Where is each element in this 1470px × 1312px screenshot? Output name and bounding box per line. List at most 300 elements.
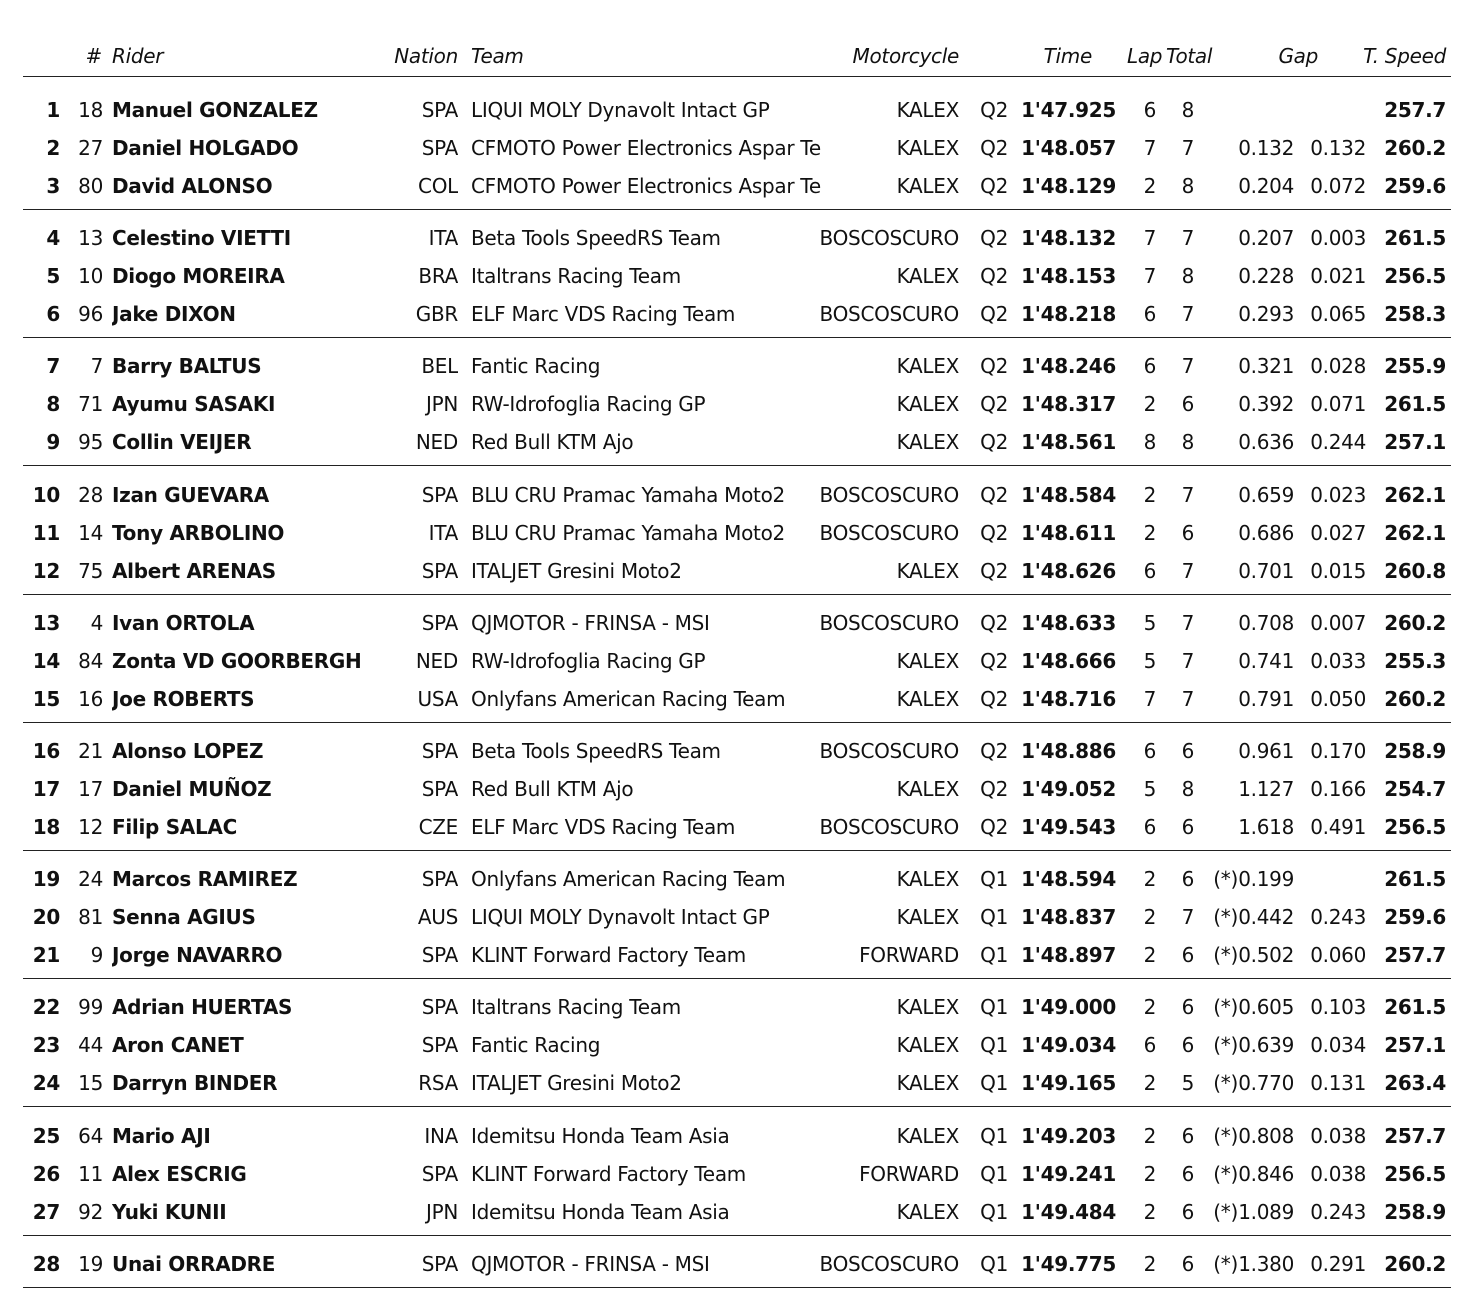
q1-marker: (*) — [1213, 867, 1238, 892]
best-lap: 7 — [1143, 136, 1156, 160]
nation: SPA — [421, 558, 458, 583]
gap-previous: 0.170 — [1310, 739, 1366, 763]
group-divider — [23, 209, 1451, 210]
lap-time: 1'48.633 — [1021, 610, 1116, 635]
position: 5 — [46, 264, 60, 289]
team: Italtrans Racing Team — [471, 264, 681, 289]
rider-number: 17 — [78, 777, 103, 801]
nation: INA — [424, 1123, 458, 1148]
best-lap: 5 — [1143, 648, 1156, 673]
top-speed: 256.5 — [1384, 1161, 1446, 1186]
position: 23 — [32, 1033, 60, 1058]
best-lap: 7 — [1143, 686, 1156, 711]
nation: ITA — [428, 226, 458, 251]
team: RW-Idrofoglia Racing GP — [471, 648, 706, 673]
best-lap: 6 — [1143, 98, 1156, 122]
session: Q2 — [980, 610, 1008, 635]
lap-time: 1'48.153 — [1021, 264, 1116, 289]
lap-time: 1'49.543 — [1021, 815, 1116, 839]
gap-previous: 0.243 — [1310, 1199, 1366, 1224]
nation: SPA — [421, 943, 458, 968]
gap-previous: 0.028 — [1310, 354, 1366, 379]
rider-name: Barry BALTUS — [112, 354, 262, 379]
position: 13 — [32, 610, 60, 635]
session: Q2 — [980, 136, 1008, 160]
lap-time: 1'49.034 — [1021, 1033, 1116, 1058]
q1-marker: (*) — [1213, 1123, 1238, 1148]
position: 20 — [32, 905, 60, 930]
position: 8 — [46, 392, 60, 417]
rider-number: 27 — [78, 136, 103, 160]
position: 28 — [32, 1251, 60, 1276]
lap-time: 1'49.000 — [1021, 995, 1116, 1020]
position: 16 — [32, 739, 60, 763]
best-lap: 6 — [1143, 815, 1156, 839]
gap-first: 0.770 — [1238, 1071, 1294, 1096]
motorcycle: BOSCOSCURO — [819, 610, 959, 635]
rider-name: Alonso LOPEZ — [112, 739, 264, 763]
gap-previous: 0.243 — [1310, 905, 1366, 930]
motorcycle: KALEX — [896, 98, 959, 122]
rider-name: Albert ARENAS — [112, 558, 276, 583]
session: Q2 — [980, 520, 1008, 545]
total-laps: 5 — [1181, 1071, 1194, 1096]
gap-previous: 0.166 — [1310, 777, 1366, 801]
total-laps: 6 — [1181, 815, 1194, 839]
nation: NED — [415, 648, 458, 673]
top-speed: 262.1 — [1384, 482, 1446, 507]
session: Q1 — [980, 1161, 1008, 1186]
gap-first: 0.708 — [1238, 610, 1294, 635]
best-lap: 7 — [1143, 226, 1156, 251]
motorcycle: KALEX — [896, 867, 959, 892]
total-laps: 6 — [1181, 943, 1194, 968]
lap-time: 1'48.611 — [1021, 520, 1116, 545]
team: Beta Tools SpeedRS Team — [471, 739, 721, 763]
gap-first: 0.791 — [1238, 686, 1294, 711]
session: Q2 — [980, 648, 1008, 673]
session: Q2 — [980, 558, 1008, 583]
rider-number: 75 — [78, 558, 103, 583]
team: Italtrans Racing Team — [471, 995, 681, 1020]
nation: SPA — [421, 867, 458, 892]
lap-time: 1'48.886 — [1021, 739, 1116, 763]
motorcycle: KALEX — [896, 905, 959, 930]
team: BLU CRU Pramac Yamaha Moto2 — [471, 520, 785, 545]
rider-number: 96 — [78, 302, 103, 327]
rider-number: 84 — [78, 648, 103, 673]
motorcycle: KALEX — [896, 648, 959, 673]
rider-name: Jake DIXON — [112, 302, 236, 327]
team: Idemitsu Honda Team Asia — [471, 1199, 730, 1224]
q1-marker: (*) — [1213, 1251, 1238, 1276]
total-laps: 7 — [1181, 302, 1194, 327]
motorcycle: BOSCOSCURO — [819, 482, 959, 507]
motorcycle: KALEX — [896, 136, 959, 160]
lap-time: 1'48.666 — [1021, 648, 1116, 673]
gap-first: 0.207 — [1238, 226, 1294, 251]
q1-marker — [1205, 133, 1238, 163]
q1-marker: (*) — [1213, 1199, 1238, 1224]
team: ELF Marc VDS Racing Team — [471, 302, 736, 327]
rider-number: 44 — [78, 1033, 103, 1058]
team: Red Bull KTM Ajo — [471, 430, 634, 455]
q1-marker — [1205, 223, 1238, 253]
q1-marker — [1205, 351, 1238, 381]
rider-name: Izan GUEVARA — [112, 482, 269, 507]
rider-name: Zonta VD GOORBERGH — [112, 648, 362, 673]
nation: SPA — [421, 98, 458, 122]
nation: AUS — [417, 905, 458, 930]
gap-previous: 0.027 — [1310, 520, 1366, 545]
top-speed: 260.8 — [1384, 558, 1446, 583]
gap-first: 0.701 — [1238, 558, 1294, 583]
position: 1 — [46, 98, 60, 122]
session: Q1 — [980, 995, 1008, 1020]
group-divider — [23, 1235, 1451, 1236]
gap-first: 0.961 — [1238, 739, 1294, 763]
group-divider — [23, 1106, 1451, 1107]
q1-marker — [1205, 389, 1238, 419]
rider-number: 13 — [78, 226, 103, 251]
lap-time: 1'49.052 — [1021, 777, 1116, 801]
team: Beta Tools SpeedRS Team — [471, 226, 721, 251]
rider-name: Yuki KUNII — [112, 1199, 227, 1224]
position: 9 — [46, 430, 60, 455]
header-team: Team — [471, 44, 524, 68]
top-speed: 261.5 — [1384, 995, 1446, 1020]
top-speed: 260.2 — [1384, 610, 1446, 635]
rider-name: Marcos RAMIREZ — [112, 867, 298, 892]
motorcycle: BOSCOSCURO — [819, 226, 959, 251]
session: Q2 — [980, 392, 1008, 417]
rider-name: Darryn BINDER — [112, 1071, 278, 1096]
rider-number: 99 — [78, 995, 103, 1020]
best-lap: 6 — [1143, 1033, 1156, 1058]
session: Q1 — [980, 1251, 1008, 1276]
team: Onlyfans American Racing Team — [471, 686, 786, 711]
session: Q1 — [980, 943, 1008, 968]
session: Q2 — [980, 226, 1008, 251]
best-lap: 2 — [1143, 943, 1156, 968]
gap-previous: 0.023 — [1310, 482, 1366, 507]
rider-number: 14 — [78, 520, 103, 545]
header-nation: Nation — [394, 44, 458, 68]
position: 26 — [32, 1161, 60, 1186]
team: ITALJET Gresini Moto2 — [471, 1071, 682, 1096]
lap-time: 1'49.165 — [1021, 1071, 1116, 1096]
lap-time: 1'49.241 — [1021, 1161, 1116, 1186]
gap-previous: 0.060 — [1310, 943, 1366, 968]
nation: SPA — [421, 1251, 458, 1276]
group-divider — [23, 722, 1451, 723]
q1-marker: (*) — [1213, 1071, 1238, 1096]
position: 14 — [32, 648, 60, 673]
team: LIQUI MOLY Dynavolt Intact GP — [471, 905, 770, 930]
rider-number: 92 — [78, 1199, 103, 1224]
best-lap: 2 — [1143, 392, 1156, 417]
gap-first: 0.204 — [1238, 174, 1294, 198]
motorcycle: KALEX — [896, 777, 959, 801]
nation: SPA — [421, 777, 458, 801]
team: KLINT Forward Factory Team — [471, 943, 746, 968]
team: ELF Marc VDS Racing Team — [471, 815, 736, 839]
rider-number: 4 — [90, 610, 103, 635]
top-speed: 257.7 — [1384, 943, 1446, 968]
gap-first: 0.741 — [1238, 648, 1294, 673]
total-laps: 6 — [1181, 1251, 1194, 1276]
rider-name: Joe ROBERTS — [112, 686, 255, 711]
total-laps: 7 — [1181, 136, 1194, 160]
gap-first: 0.293 — [1238, 302, 1294, 327]
group-divider — [23, 594, 1451, 595]
total-laps: 7 — [1181, 648, 1194, 673]
position: 19 — [32, 867, 60, 892]
total-laps: 6 — [1181, 1123, 1194, 1148]
team: Idemitsu Honda Team Asia — [471, 1123, 730, 1148]
total-laps: 6 — [1181, 1033, 1194, 1058]
gap-first: 0.659 — [1238, 482, 1294, 507]
position: 4 — [46, 226, 60, 251]
rider-name: Ivan ORTOLA — [112, 610, 255, 635]
top-speed: 262.1 — [1384, 520, 1446, 545]
gap-first: 0.442 — [1238, 905, 1294, 930]
total-laps: 6 — [1181, 520, 1194, 545]
gap-previous: 0.021 — [1310, 264, 1366, 289]
lap-time: 1'48.837 — [1021, 905, 1116, 930]
q1-marker — [1205, 608, 1238, 638]
total-laps: 7 — [1181, 610, 1194, 635]
gap-first: 0.808 — [1238, 1123, 1294, 1148]
lap-time: 1'48.129 — [1021, 174, 1116, 198]
session: Q1 — [980, 1071, 1008, 1096]
best-lap: 2 — [1143, 1071, 1156, 1096]
team: Fantic Racing — [471, 1033, 601, 1058]
header-gap: Gap — [1278, 44, 1318, 68]
nation: SPA — [421, 136, 458, 160]
best-lap: 6 — [1143, 558, 1156, 583]
nation: SPA — [421, 482, 458, 507]
position: 24 — [32, 1071, 60, 1096]
rider-number: 16 — [78, 686, 103, 711]
best-lap: 2 — [1143, 905, 1156, 930]
lap-time: 1'48.132 — [1021, 226, 1116, 251]
gap-previous: 0.291 — [1310, 1251, 1366, 1276]
motorcycle: BOSCOSCURO — [819, 739, 959, 763]
rider-name: Senna AGIUS — [112, 905, 256, 930]
session: Q2 — [980, 264, 1008, 289]
gap-previous: 0.131 — [1310, 1071, 1366, 1096]
nation: BEL — [421, 354, 458, 379]
gap-previous: 0.033 — [1310, 648, 1366, 673]
gap-previous: 0.065 — [1310, 302, 1366, 327]
gap-first: 0.132 — [1238, 136, 1294, 160]
rider-number: 81 — [78, 905, 103, 930]
rider-number: 18 — [78, 98, 103, 122]
table-bottom-divider — [23, 1287, 1451, 1288]
gap-previous: 0.132 — [1310, 136, 1366, 160]
q1-marker — [1205, 171, 1238, 201]
gap-first: 0.636 — [1238, 430, 1294, 455]
q1-marker — [1205, 556, 1238, 586]
group-divider — [23, 337, 1451, 338]
best-lap: 2 — [1143, 174, 1156, 198]
rider-number: 12 — [78, 815, 103, 839]
motorcycle: KALEX — [896, 1033, 959, 1058]
gap-first: 0.502 — [1238, 943, 1294, 968]
lap-time: 1'48.897 — [1021, 943, 1116, 968]
position: 7 — [46, 354, 60, 379]
total-laps: 6 — [1181, 1161, 1194, 1186]
team: BLU CRU Pramac Yamaha Moto2 — [471, 482, 785, 507]
q1-marker — [1205, 774, 1238, 804]
position: 2 — [46, 136, 60, 160]
top-speed: 256.5 — [1384, 264, 1446, 289]
gap-first: 0.605 — [1238, 995, 1294, 1020]
lap-time: 1'48.716 — [1021, 686, 1116, 711]
rider-name: Unai ORRADRE — [112, 1251, 276, 1276]
best-lap: 6 — [1143, 354, 1156, 379]
nation: SPA — [421, 1033, 458, 1058]
total-laps: 8 — [1181, 264, 1194, 289]
motorcycle: BOSCOSCURO — [819, 1251, 959, 1276]
top-speed: 255.9 — [1384, 354, 1446, 379]
gap-first: 0.199 — [1238, 867, 1294, 892]
rider-name: Filip SALAC — [112, 815, 237, 839]
top-speed: 261.5 — [1384, 226, 1446, 251]
team: LIQUI MOLY Dynavolt Intact GP — [471, 98, 770, 122]
top-speed: 258.9 — [1384, 739, 1446, 763]
total-laps: 8 — [1181, 174, 1194, 198]
top-speed: 256.5 — [1384, 815, 1446, 839]
q1-marker: (*) — [1213, 1033, 1238, 1058]
position: 6 — [46, 302, 60, 327]
nation: SPA — [421, 1161, 458, 1186]
gap-previous: 0.038 — [1310, 1123, 1366, 1148]
gap-previous: 0.103 — [1310, 995, 1366, 1020]
session: Q2 — [980, 174, 1008, 198]
nation: BRA — [418, 264, 458, 289]
motorcycle: KALEX — [896, 430, 959, 455]
rider-number: 21 — [78, 739, 103, 763]
nation: RSA — [418, 1071, 458, 1096]
top-speed: 259.6 — [1384, 905, 1446, 930]
best-lap: 2 — [1143, 520, 1156, 545]
team: Fantic Racing — [471, 354, 601, 379]
total-laps: 8 — [1181, 430, 1194, 455]
nation: COL — [418, 174, 458, 198]
q1-marker — [1205, 261, 1238, 291]
rider-name: Jorge NAVARRO — [112, 943, 283, 968]
top-speed: 257.1 — [1384, 1033, 1446, 1058]
position: 15 — [32, 686, 60, 711]
q1-marker — [1205, 299, 1238, 329]
top-speed: 260.2 — [1384, 136, 1446, 160]
session: Q1 — [980, 905, 1008, 930]
motorcycle: KALEX — [896, 995, 959, 1020]
motorcycle: KALEX — [896, 392, 959, 417]
motorcycle: BOSCOSCURO — [819, 302, 959, 327]
top-speed: 261.5 — [1384, 867, 1446, 892]
total-laps: 7 — [1181, 354, 1194, 379]
rider-number: 7 — [90, 354, 103, 379]
total-laps: 6 — [1181, 392, 1194, 417]
rider-number: 80 — [78, 174, 103, 198]
rider-number: 9 — [90, 943, 103, 968]
session: Q2 — [980, 430, 1008, 455]
top-speed: 260.2 — [1384, 1251, 1446, 1276]
gap-previous: 0.050 — [1310, 686, 1366, 711]
rider-number: 64 — [78, 1123, 103, 1148]
lap-time: 1'48.246 — [1021, 354, 1116, 379]
total-laps: 6 — [1181, 867, 1194, 892]
gap-first: 1.380 — [1238, 1251, 1294, 1276]
session: Q2 — [980, 98, 1008, 122]
top-speed: 260.2 — [1384, 686, 1446, 711]
team: KLINT Forward Factory Team — [471, 1161, 746, 1186]
total-laps: 8 — [1181, 777, 1194, 801]
rider-name: Adrian HUERTAS — [112, 995, 293, 1020]
motorcycle: FORWARD — [859, 1161, 959, 1186]
gap-previous: 0.491 — [1310, 815, 1366, 839]
position: 25 — [32, 1123, 60, 1148]
total-laps: 8 — [1181, 98, 1194, 122]
motorcycle: KALEX — [896, 354, 959, 379]
rider-name: Ayumu SASAKI — [112, 392, 276, 417]
lap-time: 1'48.561 — [1021, 430, 1116, 455]
gap-previous: 0.038 — [1310, 1161, 1366, 1186]
q1-marker — [1205, 427, 1238, 457]
q1-marker — [1205, 95, 1238, 125]
best-lap: 2 — [1143, 1199, 1156, 1224]
q1-marker — [1205, 646, 1238, 676]
rider-name: Daniel MUÑOZ — [112, 777, 272, 801]
gap-previous — [1306, 864, 1366, 894]
motorcycle: KALEX — [896, 1199, 959, 1224]
position: 21 — [32, 943, 60, 968]
gap-first: 1.127 — [1238, 777, 1294, 801]
rider-name: Mario AJI — [112, 1123, 211, 1148]
rider-number: 28 — [78, 482, 103, 507]
top-speed: 257.7 — [1384, 1123, 1446, 1148]
motorcycle: KALEX — [896, 264, 959, 289]
position: 27 — [32, 1199, 60, 1224]
rider-number: 95 — [78, 430, 103, 455]
gap-first: 0.686 — [1238, 520, 1294, 545]
group-divider — [23, 978, 1451, 979]
rider-number: 15 — [78, 1071, 103, 1096]
team: ITALJET Gresini Moto2 — [471, 558, 682, 583]
total-laps: 7 — [1181, 482, 1194, 507]
gap-first — [1236, 95, 1294, 125]
q1-marker: (*) — [1213, 1161, 1238, 1186]
motorcycle: BOSCOSCURO — [819, 520, 959, 545]
best-lap: 6 — [1143, 302, 1156, 327]
motorcycle: KALEX — [896, 174, 959, 198]
header-rider: Rider — [112, 44, 164, 68]
position: 3 — [46, 174, 60, 198]
nation: SPA — [421, 739, 458, 763]
top-speed: 258.9 — [1384, 1199, 1446, 1224]
top-speed: 261.5 — [1384, 392, 1446, 417]
session: Q2 — [980, 686, 1008, 711]
top-speed: 255.3 — [1384, 648, 1446, 673]
top-speed: 259.6 — [1384, 174, 1446, 198]
rider-number: 24 — [78, 867, 103, 892]
gap-previous: 0.007 — [1310, 610, 1366, 635]
gap-previous: 0.244 — [1310, 430, 1366, 455]
rider-name: Celestino VIETTI — [112, 226, 291, 251]
